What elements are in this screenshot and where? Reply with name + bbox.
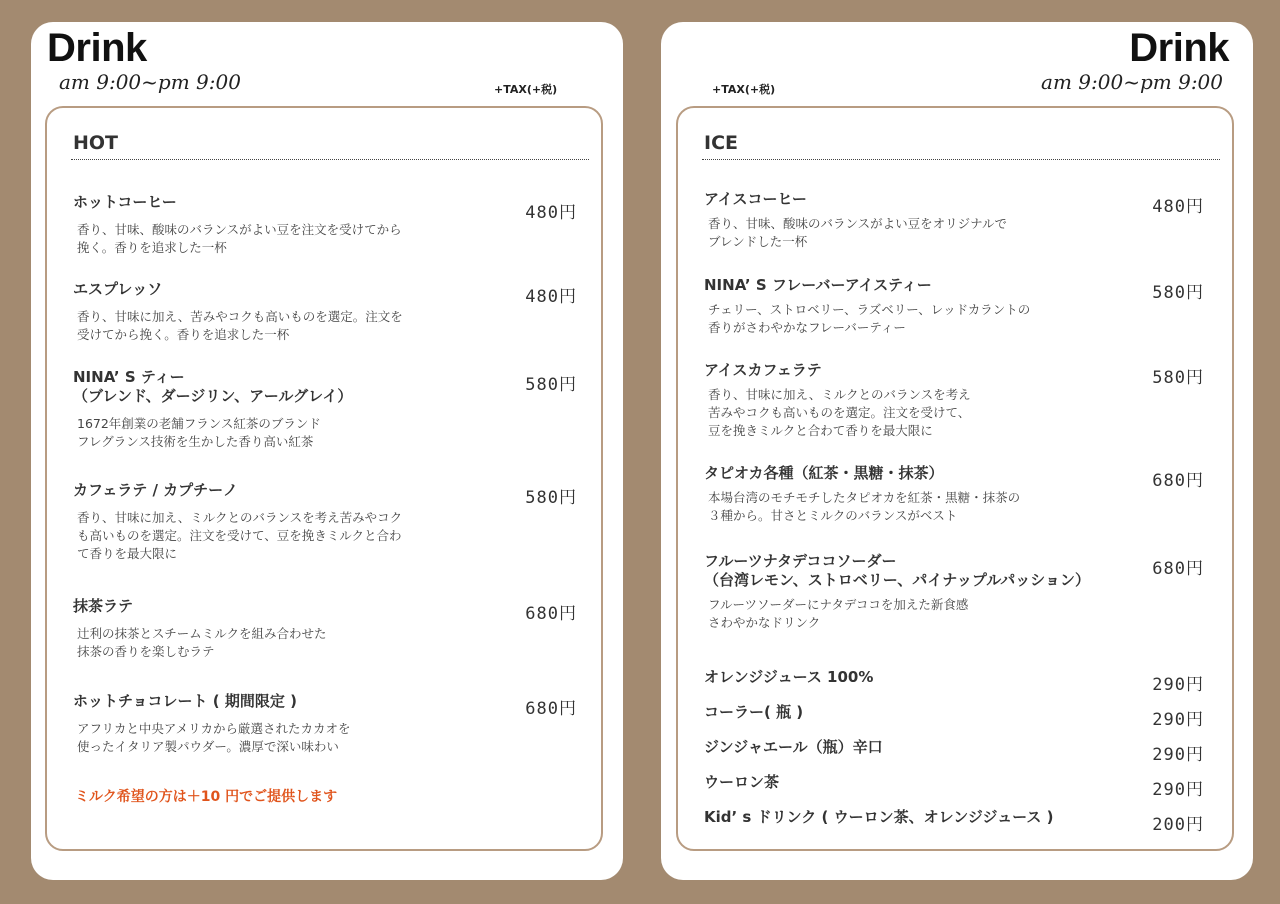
menu-item (704, 668, 1204, 695)
page-title: Drink (1129, 26, 1229, 70)
menu-item (73, 692, 577, 756)
item-name: タピオカ各種（紅茶・黒糖・抹茶） (704, 464, 944, 482)
menu-item (73, 280, 577, 344)
section-title: ICE (704, 132, 738, 154)
ice-menu-page (661, 22, 1253, 880)
item-name: ジンジャエール（瓶）辛口 (704, 738, 883, 756)
dotted-divider (71, 159, 589, 160)
item-price: 480円 (525, 287, 577, 307)
item-name: カフェラテ / カプチーノ (73, 481, 238, 499)
item-name: エスプレッソ (73, 280, 163, 298)
menu-item (704, 773, 1204, 800)
item-description: チェリー、ストロベリー、ラズベリー、レッドカラントの 香りがさわやかなフレーバーティー (708, 302, 1031, 335)
item-description: 香り、甘味に加え、ミルクとのバランスを考え苦みやコク も高いものを選定。注文を受けて、豆を挽きミルクと合わ て香りを最大限に (77, 510, 403, 561)
dotted-divider (702, 159, 1220, 160)
item-name: コーラー( 瓶 ) (704, 703, 804, 721)
item-description: アフリカと中央アメリカから厳選されたカカオを 使ったイタリア製パウダー。濃厚で深い味わい (77, 721, 351, 754)
tax-note: +TAX(+税) (712, 83, 776, 96)
menu-item (73, 368, 577, 451)
menu-item (704, 464, 1204, 525)
item-price: 680円 (1152, 559, 1204, 579)
item-description: 1672年創業の老舗フランス紅茶のブランド フレグランス技術を生かした香り高い紅茶 (77, 416, 321, 449)
item-price: 580円 (1152, 283, 1204, 303)
item-name: ホットコーヒー (73, 193, 177, 211)
item-price: 680円 (1152, 471, 1204, 491)
item-description: 香り、甘味に加え、苦みやコクも高いものを選定。注文を 受けてから挽く。香りを追求した一杯 (77, 309, 403, 342)
item-price: 290円 (1152, 710, 1204, 730)
item-price: 680円 (525, 699, 577, 719)
item-name: アイスカフェラテ (704, 361, 822, 379)
menu-item (73, 597, 577, 661)
hot-menu-page (31, 22, 623, 880)
tax-note: +TAX(+税) (494, 83, 558, 96)
item-price: 200円 (1152, 815, 1204, 835)
item-description: 香り、甘味に加え、ミルクとのバランスを考え 苦みやコクも高いものを選定。注文を受けて、 豆を挽きミルクと合わて香りを最大限に (708, 387, 971, 438)
item-price: 290円 (1152, 675, 1204, 695)
ice-menu-panel (676, 106, 1234, 851)
item-name: 抹茶ラテ (73, 597, 134, 615)
item-price: 580円 (525, 488, 577, 508)
menu-item (704, 738, 1204, 765)
item-description: 本場台湾のモチモチしたタピオカを紅茶・黒糖・抹茶の ３種から。甘さとミルクのバランスがベスト (708, 490, 1021, 523)
item-price: 480円 (1152, 197, 1204, 217)
item-description: 辻利の抹茶とスチームミルクを組み合わせた 抹茶の香りを楽しむラテ (77, 626, 327, 659)
item-description: 香り、甘味、酸味のバランスがよい豆をオリジナルで ブレンドした一杯 (708, 216, 1008, 249)
menu-item (73, 193, 577, 257)
item-description: フルーツソーダーにナタデココを加えた新食感 さわやかなドリンク (708, 597, 969, 630)
milk-note: ミルク希望の方は＋10 円でご提供します (75, 789, 338, 805)
item-name: NINA’ S フレーバーアイスティー (704, 276, 932, 294)
item-name: NINA’ S ティー （ブレンド、ダージリン、アールグレイ） (73, 368, 353, 405)
opening-hours: am 9:00~pm 9:00 (1041, 70, 1223, 94)
item-price: 580円 (525, 375, 577, 395)
menu-item (704, 276, 1204, 337)
menu-item (704, 703, 1204, 730)
menu-item (704, 552, 1204, 632)
item-price: 480円 (525, 203, 577, 223)
item-price: 680円 (525, 604, 577, 624)
opening-hours: am 9:00~pm 9:00 (59, 70, 241, 94)
item-name: アイスコーヒー (704, 190, 807, 208)
item-name: Kid’ s ドリンク ( ウーロン茶、オレンジジュース ) (704, 808, 1054, 826)
menu-item (704, 808, 1204, 835)
item-price: 580円 (1152, 368, 1204, 388)
item-name: オレンジジュース 100% (704, 668, 874, 686)
section-title: HOT (73, 132, 119, 154)
item-description: 香り、甘味、酸味のバランスがよい豆を注文を受けてから 挽く。香りを追求した一杯 (77, 222, 402, 255)
item-name: ホットチョコレート ( 期間限定 ) (73, 692, 297, 710)
hot-menu-panel (45, 106, 603, 851)
item-price: 290円 (1152, 745, 1204, 765)
item-name: ウーロン茶 (704, 773, 780, 791)
menu-item (704, 361, 1204, 440)
page-title: Drink (47, 26, 147, 70)
item-price: 290円 (1152, 780, 1204, 800)
menu-item (73, 481, 577, 563)
menu-item (704, 190, 1204, 251)
item-name: フルーツナタデココソーダー （台湾レモン、ストロベリー、パイナップルパッション） (704, 552, 1090, 589)
